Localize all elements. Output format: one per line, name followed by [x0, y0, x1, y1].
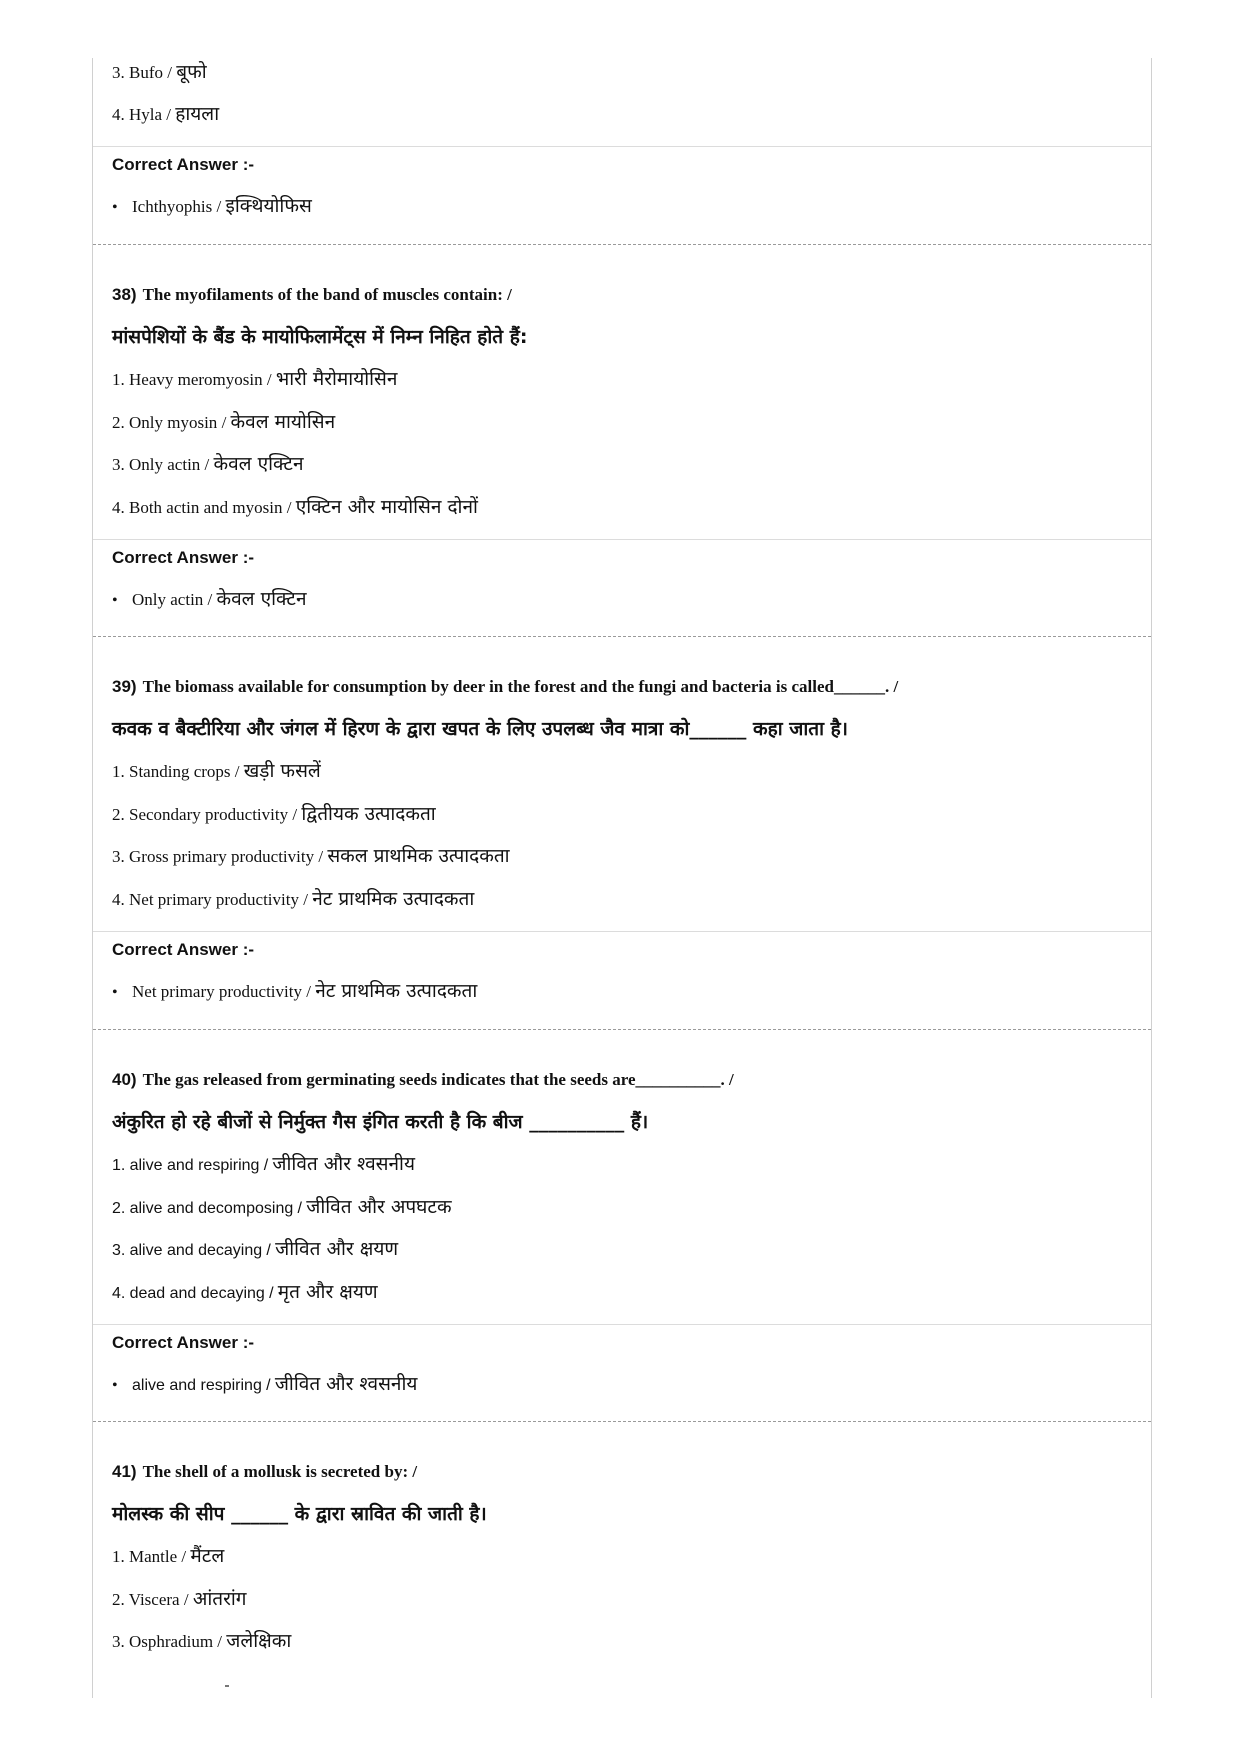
- question-text-en: 40) The gas released from germinating seeds indicates that the seeds are__________. /: [112, 1070, 734, 1089]
- option-3: 3. alive and decaying / जीवित और क्षयण: [112, 1238, 399, 1260]
- question-number: 41): [112, 1462, 137, 1481]
- option-4: 4. Hyla / हायला: [112, 103, 220, 125]
- option-4: 4. dead and decaying / मृत और क्षयण: [112, 1281, 378, 1303]
- option-4: 4. Both actin and myosin / एक्टिन और मायोसिन दोनों: [112, 496, 478, 518]
- question-text-hi: मांसपेशियों के बैंड के मायोफिलामेंट्स में निम्न निहित होते हैं:: [112, 326, 528, 348]
- question-text-en: 38) The myofilaments of the band of muscles contain: /: [112, 285, 512, 304]
- option-3: 3. Bufo / बूफो: [112, 61, 207, 83]
- correct-answer-item: • Ichthyophis / इक्थियोफिस: [112, 195, 312, 217]
- correct-answer-item: • alive and respiring / जीवित और श्वसनीय: [112, 1373, 418, 1395]
- question-text-hi: कवक व बैक्टीरिया और जंगल में हिरण के द्वारा खपत के लिए उपलब्ध जैव मात्रा को______ कहा जाता है।: [112, 718, 848, 740]
- question-number: 40): [112, 1070, 137, 1089]
- option-1: 1. Heavy meromyosin / भारी मैरोमायोसिन: [112, 368, 398, 390]
- bullet-icon: •: [112, 592, 118, 609]
- question-text-hi: अंकुरित हो रहे बीजों से निर्मुक्त गैस इंगित करती है कि बीज __________ हैं।: [112, 1111, 649, 1133]
- separator-line: [93, 146, 1151, 147]
- separator-line: [93, 539, 1151, 540]
- question-number: 38): [112, 285, 137, 304]
- option-4: 4. Net primary productivity / नेट प्राथमिक उत्पादकता: [112, 888, 475, 910]
- question-divider: [93, 244, 1151, 245]
- option-2: 2. Secondary productivity / द्वितीयक उत्पादकता: [112, 803, 436, 825]
- option-2: 2. Only myosin / केवल मायोसिन: [112, 411, 336, 433]
- option-3: 3. Gross primary productivity / सकल प्राथमिक उत्पादकता: [112, 845, 510, 867]
- bullet-icon: •: [112, 984, 118, 1001]
- option-2: 2. alive and decomposing / जीवित और अपघटक: [112, 1196, 452, 1218]
- cut-off-text-fragment: [225, 1685, 229, 1687]
- option-1: 1. Mantle / मैंटल: [112, 1545, 225, 1567]
- question-number: 39): [112, 677, 137, 696]
- option-3: 3. Only actin / केवल एक्टिन: [112, 453, 304, 475]
- option-1: 1. alive and respiring / जीवित और श्वसनीय: [112, 1153, 415, 1175]
- correct-answer-label: Correct Answer :-: [112, 1333, 255, 1352]
- question-text-en: 41) The shell of a mollusk is secreted by: /: [112, 1462, 418, 1481]
- question-text-hi: मोलस्क की सीप ______ के द्वारा स्रावित की जाती है।: [112, 1503, 487, 1525]
- correct-answer-label: Correct Answer :-: [112, 548, 255, 567]
- question-divider: [93, 1421, 1151, 1422]
- separator-line: [93, 1324, 1151, 1325]
- correct-answer-label: Correct Answer :-: [112, 155, 255, 174]
- separator-line: [93, 931, 1151, 932]
- option-3: 3. Osphradium / जलेक्षिका: [112, 1630, 292, 1652]
- question-divider: [93, 636, 1151, 637]
- question-divider: [93, 1029, 1151, 1030]
- correct-answer-item: • Only actin / केवल एक्टिन: [112, 588, 307, 610]
- correct-answer-item: • Net primary productivity / नेट प्राथमिक उत्पादकता: [112, 980, 478, 1002]
- bullet-icon: •: [112, 199, 118, 216]
- correct-answer-label: Correct Answer :-: [112, 940, 255, 959]
- option-1: 1. Standing crops / खड़ी फसलें: [112, 760, 321, 782]
- question-text-en: 39) The biomass available for consumption by deer in the forest and the fungi and bacteria is called______. /: [112, 677, 899, 696]
- option-2: 2. Viscera / आंतरांग: [112, 1588, 247, 1610]
- bullet-icon: •: [112, 1377, 118, 1394]
